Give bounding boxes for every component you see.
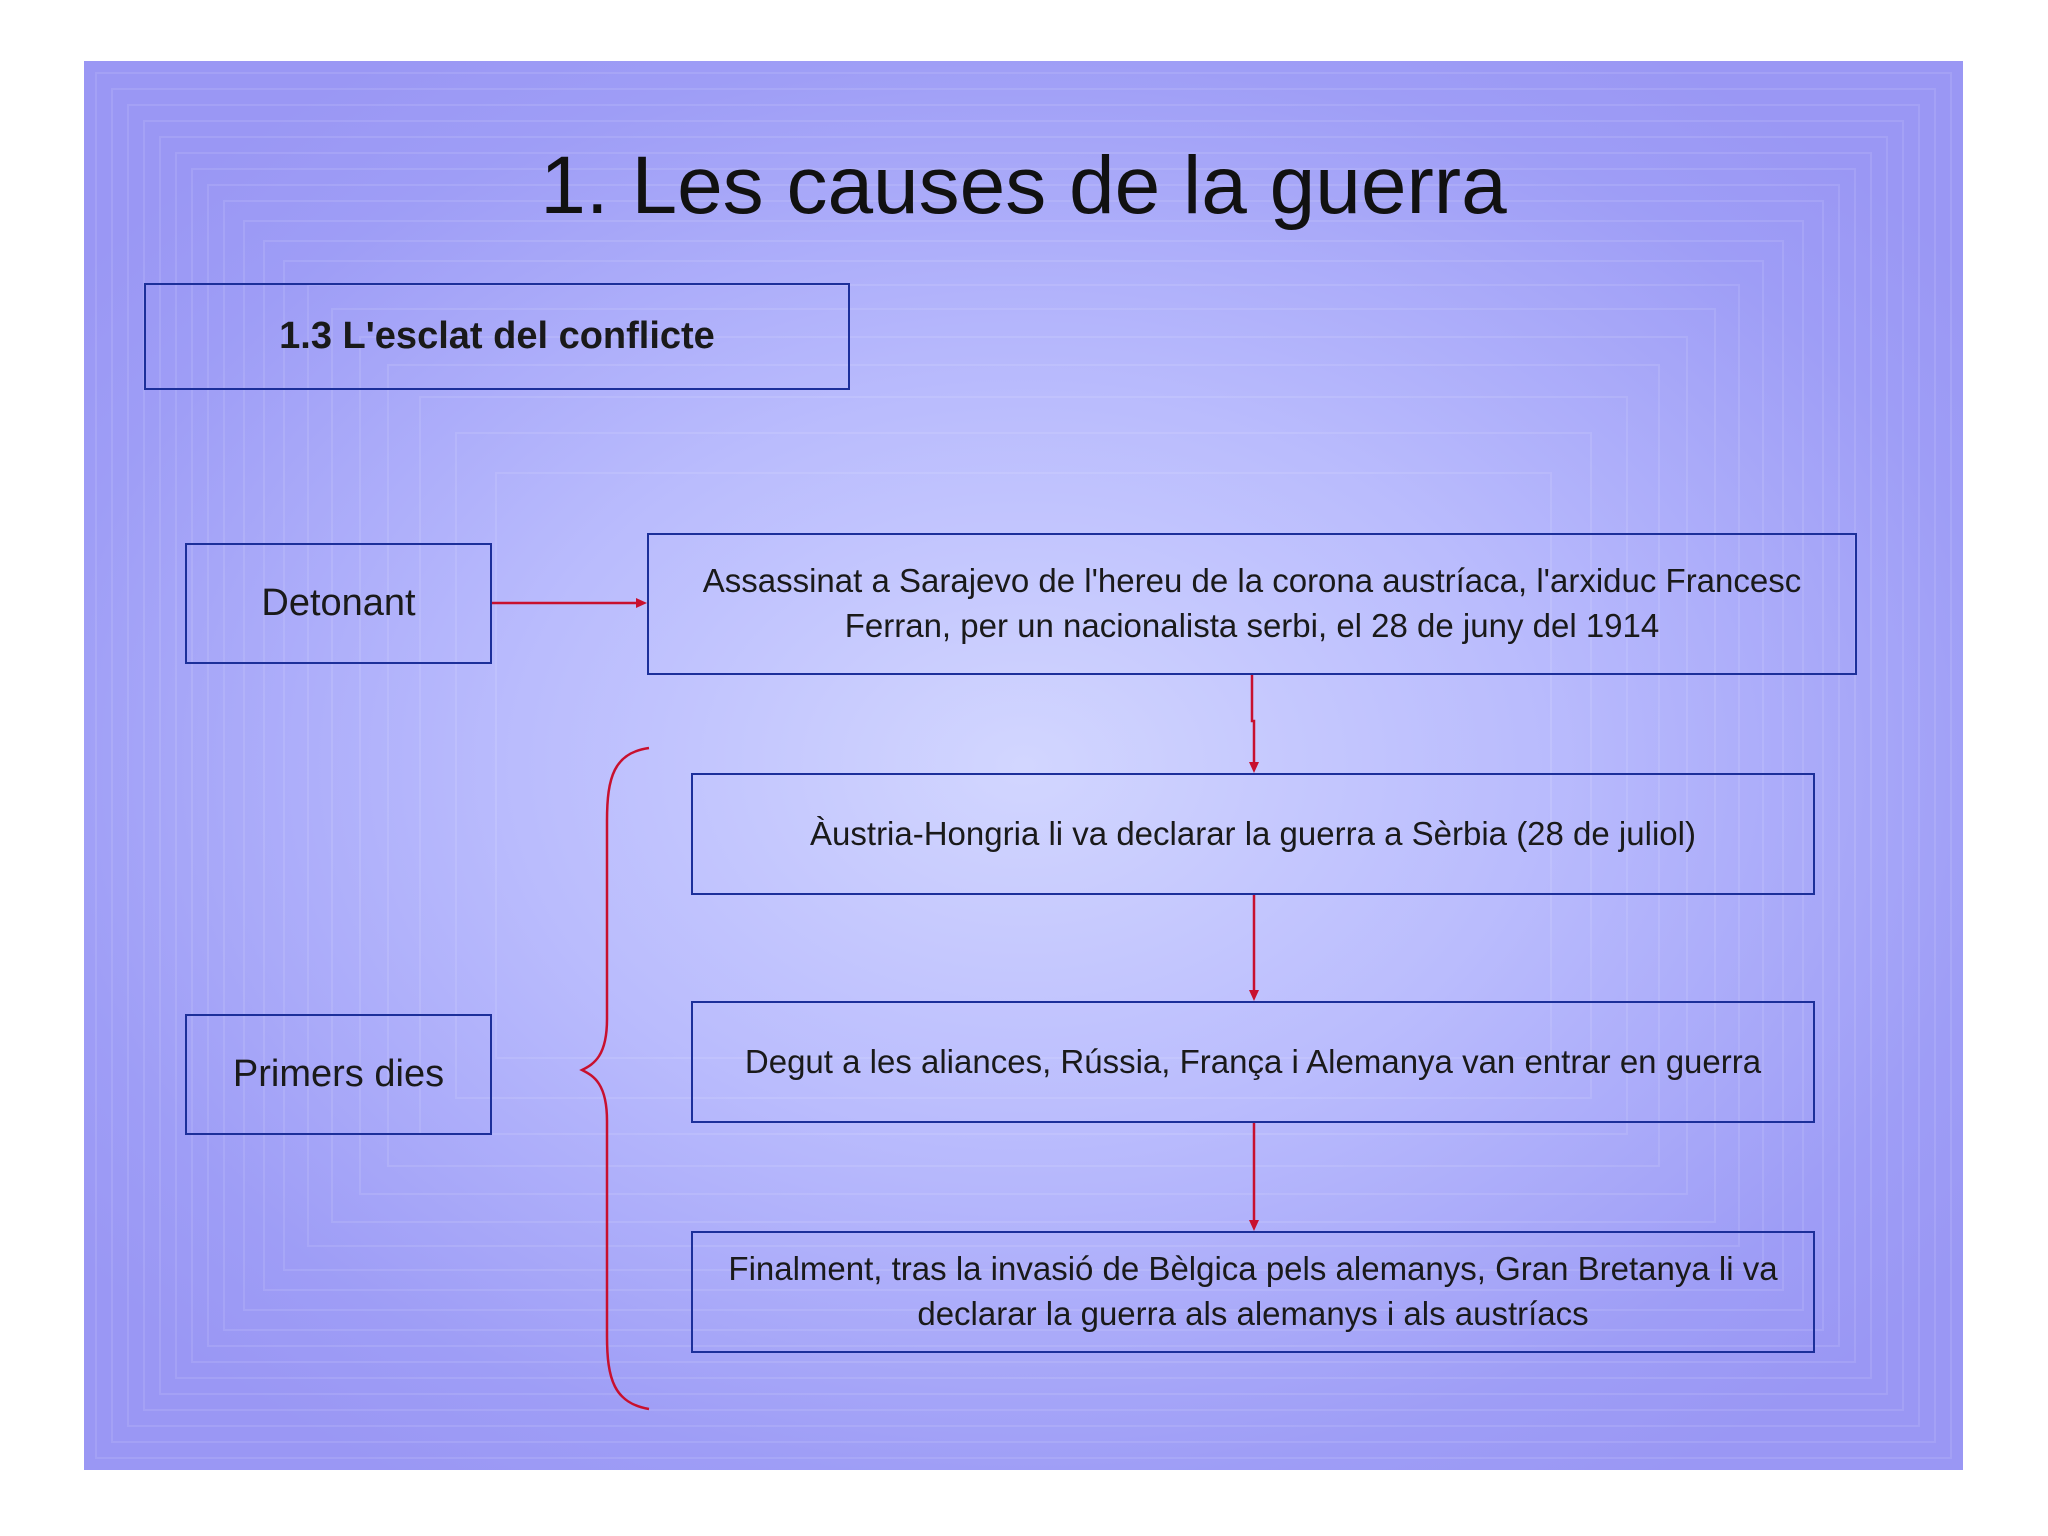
event-text: Àustria-Hongria li va declarar la guerra a Sèrbia (28 de juliol) <box>810 814 1696 852</box>
section-subtitle: 1.3 L'esclat del conflicte <box>279 315 715 357</box>
slide <box>84 61 1963 1470</box>
primers-dies-label-box <box>185 1014 492 1135</box>
slide-title: 1. Les causes de la guerra <box>540 140 1507 231</box>
event-box-alliances <box>691 1001 1815 1123</box>
event-box-austria-declaration <box>691 773 1815 895</box>
arrowhead-icon <box>1249 990 1259 1001</box>
section-subtitle-box <box>144 283 850 390</box>
arrowhead-icon <box>636 598 647 608</box>
detonant-label-box <box>185 543 492 664</box>
event-text: Assassinat a Sarajevo de l'hereu de la corona austríaca, l'arxiduc Francesc Ferran, per un nacionalista serbi, el 28 de juny del 1914 <box>702 562 1802 644</box>
primers-dies-label: Primers dies <box>232 1053 445 1095</box>
event-text: Finalment, tras la invasió de Bèlgica pels alemanys, Gran Bretanya li va declarar la guerra als alemanys i als austríacs <box>728 1250 1778 1332</box>
event-box-assassination <box>647 533 1857 675</box>
arrowhead-icon <box>1249 1220 1259 1231</box>
event-text: Degut a les aliances, Rússia, França i Alemanya van entrar en guerra <box>744 1042 1762 1080</box>
detonant-label: Detonant <box>261 582 416 624</box>
arrow-event1-to-event2 <box>1252 675 1254 763</box>
arrowhead-icon <box>1249 762 1259 773</box>
curly-brace-icon <box>582 748 649 1409</box>
event-box-britain-declaration <box>691 1231 1815 1353</box>
